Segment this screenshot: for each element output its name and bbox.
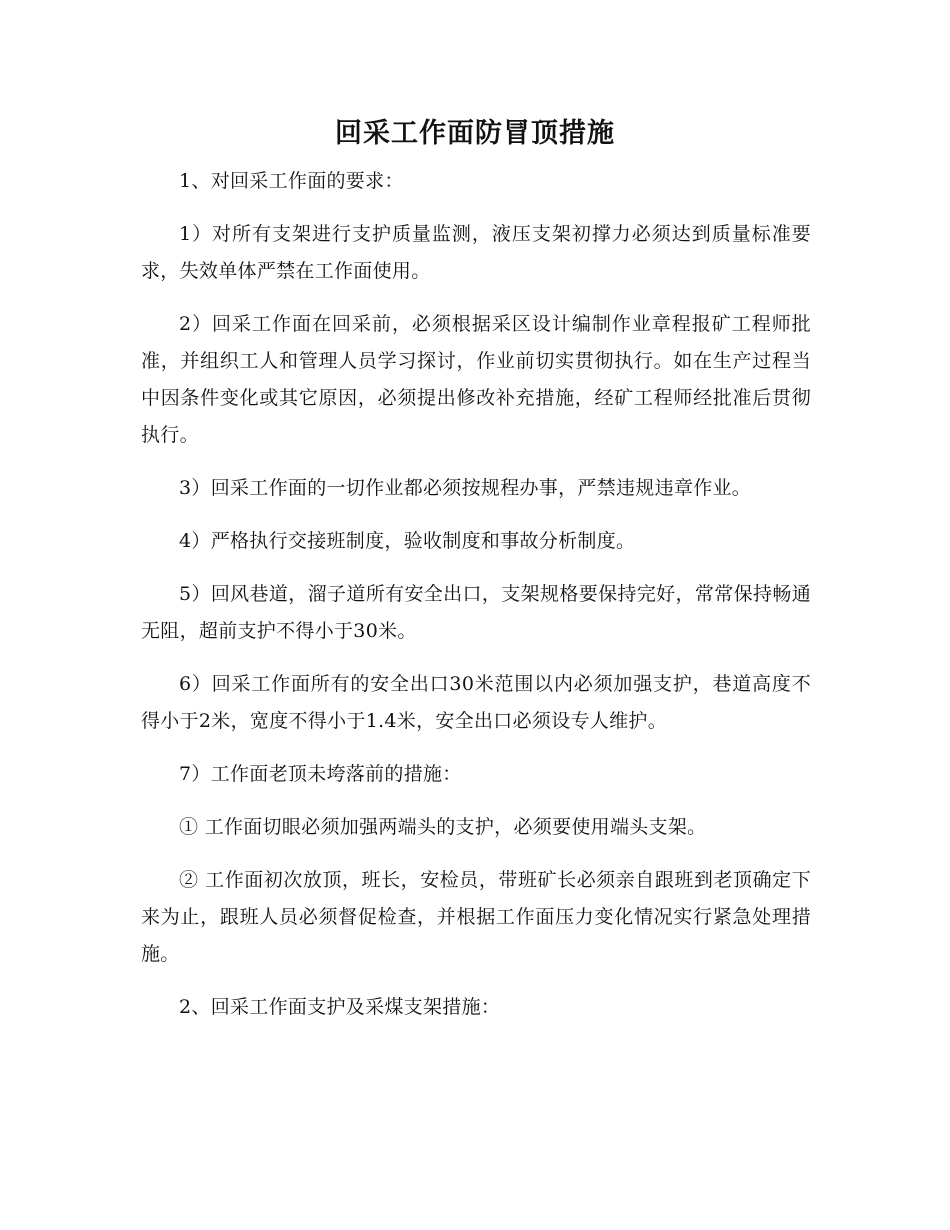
paragraph-item-6: 6）回采工作面所有的安全出口30米范围以内必须加强支护，巷道高度不得小于2米，宽度不得小于1.4米，安全出口必须设专人维护。 xyxy=(141,673,811,732)
section-heading-2: 2、回采工作面支护及采煤支架措施： xyxy=(179,996,501,1018)
paragraph-item-4: 4）严格执行交接班制度，验收制度和事故分析制度。 xyxy=(179,530,636,552)
paragraph-item-5: 5）回风巷道，溜子道所有安全出口，支架规格要保持完好，常常保持畅通无阻，超前支护不得小于30米。 xyxy=(141,583,811,642)
document-body xyxy=(141,163,811,1042)
section-heading-1: 1、对回采工作面的要求： xyxy=(179,170,404,192)
document-title: 回采工作面防冒顶措施 xyxy=(335,118,615,149)
paragraph-item-1: 1）对所有支架进行支护质量监测，液压支架初撑力必须达到质量标准要求，失效单体严禁在工作面使用。 xyxy=(141,223,811,282)
paragraph-item-2: 2）回采工作面在回采前，必须根据采区设计编制作业章程报矿工程师批准，并组织工人和管理人员学习探讨，作业前切实贯彻执行。如在生产过程当中因条件变化或其它原因，必须提出修改补充措施，经矿工程师经批准后贯彻执行。 xyxy=(141,313,811,446)
sub-item-circled-1: ① 工作面切眼必须加强两端头的支护，必须要使用端头支架。 xyxy=(179,816,707,838)
paragraph-item-3: 3）回采工作面的一切作业都必须按规程办事，严禁违规违章作业。 xyxy=(179,477,752,499)
sub-item-circled-2: ② 工作面初次放顶，班长，安检员，带班矿长必须亲自跟班到老顶确定下来为止，跟班人员必须督促检查，并根据工作面压力变化情况实行紧急处理措施。 xyxy=(141,869,811,965)
paragraph-item-7: 7）工作面老顶未垮落前的措施： xyxy=(179,763,462,785)
